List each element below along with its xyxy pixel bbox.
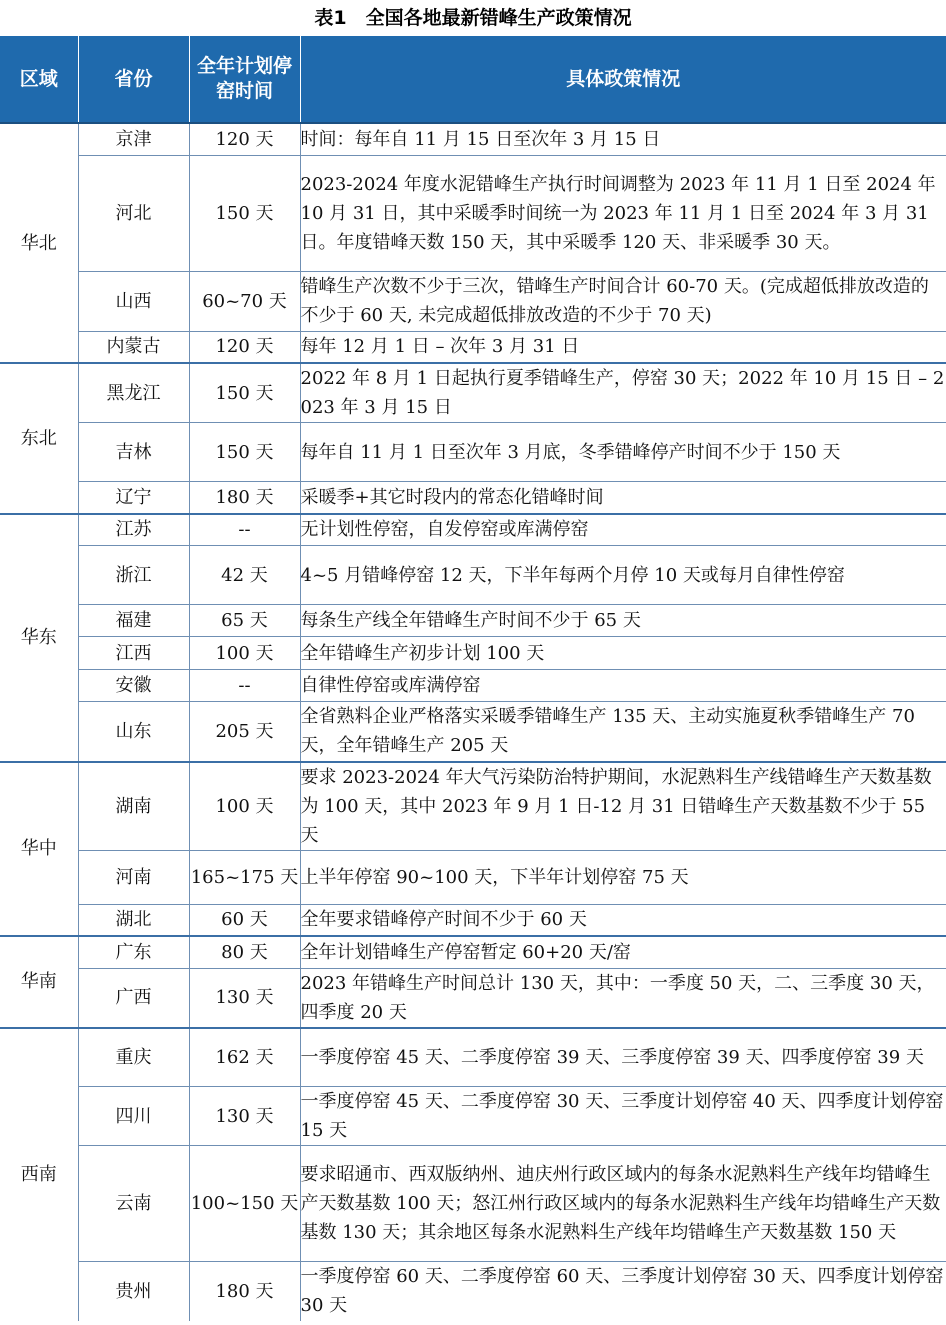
header-detail: 具体政策情况: [300, 36, 946, 123]
policy-table: [0, 36, 946, 1321]
table-row: [0, 762, 946, 851]
table-row: [0, 546, 946, 605]
detail-cell: 4~5 月错峰停窑 12 天，下半年每两个月停 10 天或每月自律性停窑: [300, 546, 946, 605]
detail-cell: 采暖季+其它时段内的常态化错峰时间: [300, 482, 946, 514]
province-cell: 云南: [78, 1146, 189, 1262]
table-row: [0, 363, 946, 423]
province-cell: 黑龙江: [78, 363, 189, 423]
days-cell: 60~70 天: [189, 271, 300, 331]
province-cell: 湖北: [78, 904, 189, 936]
table-row: [0, 1087, 946, 1146]
region-cell: 华东: [0, 514, 78, 762]
region-cell: 西南: [0, 1028, 78, 1321]
province-cell: 贵州: [78, 1262, 189, 1321]
header-days-label: 全年计划停窑时间: [196, 55, 292, 102]
region-cell: 华南: [0, 936, 78, 1028]
table-row: [0, 123, 946, 155]
table-row: [0, 1028, 946, 1087]
table-row: [0, 1146, 946, 1262]
table-row: [0, 968, 946, 1028]
days-cell: 130 天: [189, 1087, 300, 1146]
province-cell: 河北: [78, 155, 189, 271]
province-cell: 辽宁: [78, 482, 189, 514]
days-cell: 205 天: [189, 702, 300, 762]
province-cell: 福建: [78, 605, 189, 637]
table-row: [0, 423, 946, 482]
table-row: [0, 605, 946, 637]
detail-cell: 上半年停窑 90~100 天，下半年计划停窑 75 天: [300, 850, 946, 904]
table-row: [0, 1262, 946, 1321]
detail-cell: 要求昭通市、西双版纳州、迪庆州行政区域内的每条水泥熟料生产线年均错峰生产天数基数 100 天；怒江州行政区域内的每条水泥熟料生产线年均错峰生产天数基数 130 天；其余地区每条水泥熟料生产线年均错峰生产天数基数 150 天: [300, 1146, 946, 1262]
province-cell: 浙江: [78, 546, 189, 605]
days-cell: 60 天: [189, 904, 300, 936]
detail-cell: 一季度停窑 45 天、二季度停窑 39 天、三季度停窑 39 天、四季度停窑 39 天: [300, 1028, 946, 1087]
province-cell: 山西: [78, 271, 189, 331]
table-row: [0, 482, 946, 514]
days-cell: 150 天: [189, 423, 300, 482]
province-cell: 江苏: [78, 514, 189, 546]
days-cell: 65 天: [189, 605, 300, 637]
detail-cell: 全省熟料企业严格落实采暖季错峰生产 135 天、主动实施夏秋季错峰生产 70 天，全年错峰生产 205 天: [300, 702, 946, 762]
table-row: [0, 904, 946, 936]
days-cell: --: [189, 514, 300, 546]
header-region: 区域: [0, 36, 78, 123]
days-cell: 120 天: [189, 331, 300, 363]
province-cell: 内蒙古: [78, 331, 189, 363]
detail-cell: 全年计划错峰生产停窑暂定 60+20 天/窑: [300, 936, 946, 968]
province-cell: 吉林: [78, 423, 189, 482]
region-cell: 东北: [0, 363, 78, 514]
table-row: [0, 936, 946, 968]
detail-cell: 一季度停窑 45 天、二季度停窑 30 天、三季度计划停窑 40 天、四季度计划停窑 15 天: [300, 1087, 946, 1146]
detail-cell: 错峰生产次数不少于三次，错峰生产时间合计 60-70 天。(完成超低排放改造的不少于 60 天, 未完成超低排放改造的不少于 70 天): [300, 271, 946, 331]
detail-cell: 全年要求错峰停产时间不少于 60 天: [300, 904, 946, 936]
province-cell: 四川: [78, 1087, 189, 1146]
table-row: [0, 702, 946, 762]
province-cell: 山东: [78, 702, 189, 762]
days-cell: 120 天: [189, 123, 300, 155]
days-cell: 165~175 天: [189, 850, 300, 904]
detail-cell: 一季度停窑 60 天、二季度停窑 60 天、三季度计划停窑 30 天、四季度计划停窑 30 天: [300, 1262, 946, 1321]
table-title: 表1 全国各地最新错峰生产政策情况: [314, 7, 632, 29]
region-cell: 华北: [0, 123, 78, 363]
province-cell: 江西: [78, 637, 189, 670]
province-cell: 广西: [78, 968, 189, 1028]
detail-cell: 自律性停窑或库满停窑: [300, 670, 946, 702]
table-row: [0, 155, 946, 271]
province-cell: 安徽: [78, 670, 189, 702]
days-cell: 80 天: [189, 936, 300, 968]
days-cell: --: [189, 670, 300, 702]
days-cell: 100 天: [189, 637, 300, 670]
days-cell: 42 天: [189, 546, 300, 605]
table-row: [0, 514, 946, 546]
province-cell: 京津: [78, 123, 189, 155]
days-cell: 150 天: [189, 155, 300, 271]
table-row: [0, 850, 946, 904]
detail-cell: 每年 12 月 1 日 – 次年 3 月 31 日: [300, 331, 946, 363]
detail-cell: 时间：每年自 11 月 15 日至次年 3 月 15 日: [300, 123, 946, 155]
detail-cell: 全年错峰生产初步计划 100 天: [300, 637, 946, 670]
table-row: [0, 271, 946, 331]
header-row: [0, 36, 946, 123]
province-cell: 河南: [78, 850, 189, 904]
days-cell: 150 天: [189, 363, 300, 423]
detail-cell: 要求 2023-2024 年大气污染防治特护期间，水泥熟料生产线错峰生产天数基数为 100 天，其中 2023 年 9 月 1 日-12 月 31 日错峰生产天数基数不少于 55 天: [300, 762, 946, 851]
detail-cell: 无计划性停窑，自发停窑或库满停窑: [300, 514, 946, 546]
detail-cell: 2023-2024 年度水泥错峰生产执行时间调整为 2023 年 11 月 1 日至 2024 年 10 月 31 日，其中采暖季时间统一为 2023 年 11 月 1 日至 2024 年 3 月 31 日。年度错峰天数 150 天，其中采暖季 120 天、非采暖季 30 天。: [300, 155, 946, 271]
province-cell: 重庆: [78, 1028, 189, 1087]
days-cell: 162 天: [189, 1028, 300, 1087]
header-province: 省份: [78, 36, 189, 123]
days-cell: 100 天: [189, 762, 300, 851]
province-cell: 广东: [78, 936, 189, 968]
table-row: [0, 637, 946, 670]
days-cell: 180 天: [189, 1262, 300, 1321]
detail-cell: 每条生产线全年错峰生产时间不少于 65 天: [300, 605, 946, 637]
days-cell: 100~150 天: [189, 1146, 300, 1262]
province-cell: 湖南: [78, 762, 189, 851]
detail-cell: 2022 年 8 月 1 日起执行夏季错峰生产，停窑 30 天；2022 年 10 月 15 日 – 2023 年 3 月 15 日: [300, 363, 946, 423]
detail-cell: 2023 年错峰生产时间总计 130 天，其中：一季度 50 天，二、三季度 30 天，四季度 20 天: [300, 968, 946, 1028]
table-row: [0, 331, 946, 363]
days-cell: 180 天: [189, 482, 300, 514]
table-row: [0, 670, 946, 702]
region-cell: 华中: [0, 762, 78, 937]
detail-cell: 每年自 11 月 1 日至次年 3 月底，冬季错峰停产时间不少于 150 天: [300, 423, 946, 482]
header-days: [189, 36, 300, 123]
days-cell: 130 天: [189, 968, 300, 1028]
table-body: [0, 123, 946, 1321]
